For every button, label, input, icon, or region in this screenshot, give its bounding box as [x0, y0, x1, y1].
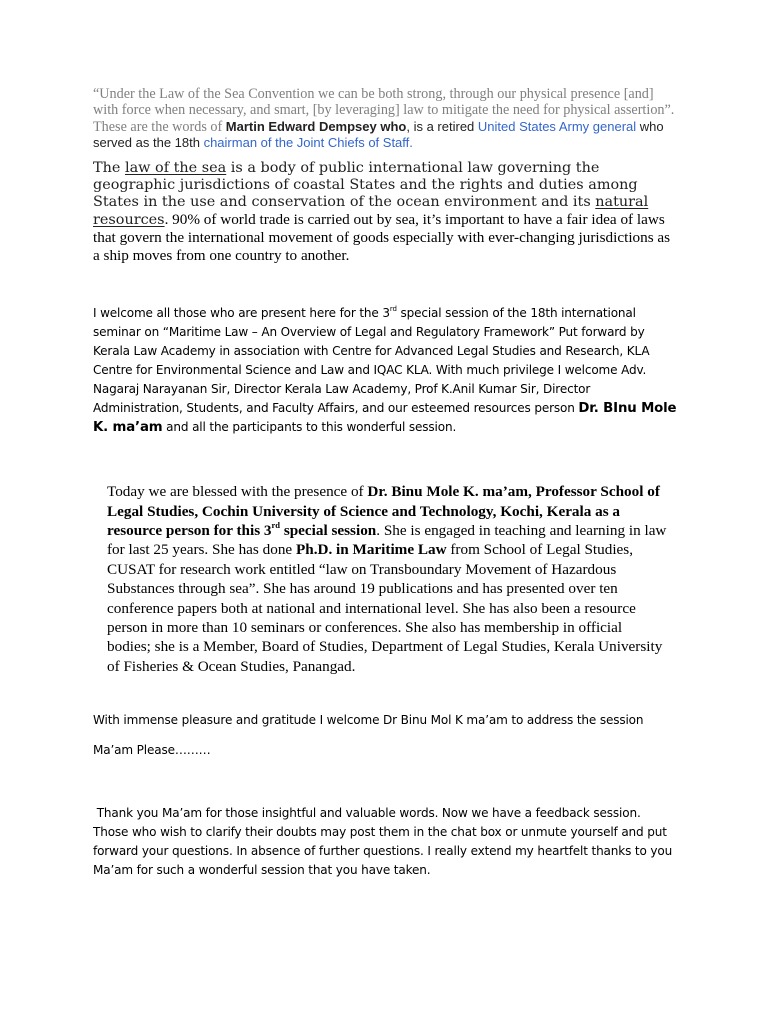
welcome-superscript: rd [389, 305, 397, 314]
link-united-states-army-general[interactable]: United States Army general [477, 118, 637, 134]
los-text-2: is a body of public international law governing the geographic jurisdictions of coastal States and the rights and duties among States in the use and conservation of the ocean environment and its [93, 160, 638, 211]
quote-author-name: Martin Edward Dempsey who [225, 118, 407, 134]
bio-text-3: from School of Legal Studies, CUSAT for research work entitled “law on Transboundary Movement of Hazardous Substances through sea”. She has around 19 publications and has presented over ten conference papers both at national and international level. She has also been a resource person in more than 10 seminars or conferences. She also has membership in official bodies; she is a Member, Board of Studies, Department of Legal Studies, Kerala University of Fisheries & Ocean Studies, Panangad. [107, 541, 663, 675]
welcome-text-2: special session of the 18th international seminar on “Maritime Law – An Overview of Legal and Regulatory Framework” Put forward by Kerala Law Academy in association with Centre for Advanced Legal Studies and Research, KLA Centre for Environmental Science and Law and IQAC KLA. With much privilege I welcome Adv. Nagaraj Narayanan Sir, Director Kerala Law Academy, Prof K.Anil Kumar Sir, Director Administration, Students, and Faculty Affairs, and our esteemed resources person [93, 306, 650, 416]
los-text-3: . 90% of world trade is carried out by sea, it’s important to have a fair idea of laws that govern the international movement of goods especially with ever-changing jurisdictions as a ship moves from one country to another. [93, 211, 671, 265]
bio-text-2: . She is engaged in teaching and learning in law for last 25 years. She has done [107, 522, 667, 559]
law-of-sea-paragraph [93, 160, 678, 265]
speaker-bio-paragraph [107, 482, 667, 676]
link-law-of-the-sea[interactable]: law of the sea [124, 160, 227, 177]
bio-speaker-title-text: Dr. Binu Mole K. ma’am, Professor School of Legal Studies, Cochin University of Science and Technology, Kochi, Kerala as a resource person for this 3 [107, 483, 660, 539]
quote-text: “Under the Law of the Sea Convention we can be both strong, through our physical presence [and] with force when necessary, and smart, [by leveraging] law to mitigate the need for physical assertion”. These are the words of [93, 86, 675, 135]
document-page [93, 86, 678, 880]
bio-speaker-title-end: special session [280, 522, 377, 539]
welcome-text-1: I welcome all those who are present here for the 3 [93, 306, 390, 321]
please-line: Ma’am Please……… [93, 743, 211, 758]
link-chairman-joint-chiefs[interactable]: chairman of the Joint Chiefs of Staff. [203, 134, 413, 150]
welcome-text-3: and all the participants to this wonderful session. [162, 420, 457, 435]
welcome-resource-person: Dr. BInu Mole K. ma’am [93, 401, 677, 436]
bio-text-1: Today we are blessed with the presence of [107, 483, 368, 501]
invitation-line: With immense pleasure and gratitude I welcome Dr Binu Mol K ma’am to address the session [93, 713, 644, 728]
opening-quote-paragraph [93, 86, 678, 151]
bio-degree: Ph.D. in Maritime Law [295, 541, 447, 559]
quote-mid-text: who served as the 18th [93, 118, 664, 150]
thank-you-paragraph: Thank you Ma’am for those insightful and valuable words. Now we have a feedback session. Those who wish to clarify their doubts may post them in the chat box or unmute yourself and put forward your questions. In absence of further questions. I really extend my heartfelt thanks to you Ma’am for such a wonderful session that you have taken. [93, 806, 676, 878]
bio-superscript: rd [271, 519, 281, 530]
link-natural-resources[interactable]: natural resources [93, 194, 649, 229]
welcome-paragraph [93, 304, 678, 437]
quote-after-name: , is a retired [406, 118, 478, 134]
los-text-1: The [93, 160, 125, 177]
